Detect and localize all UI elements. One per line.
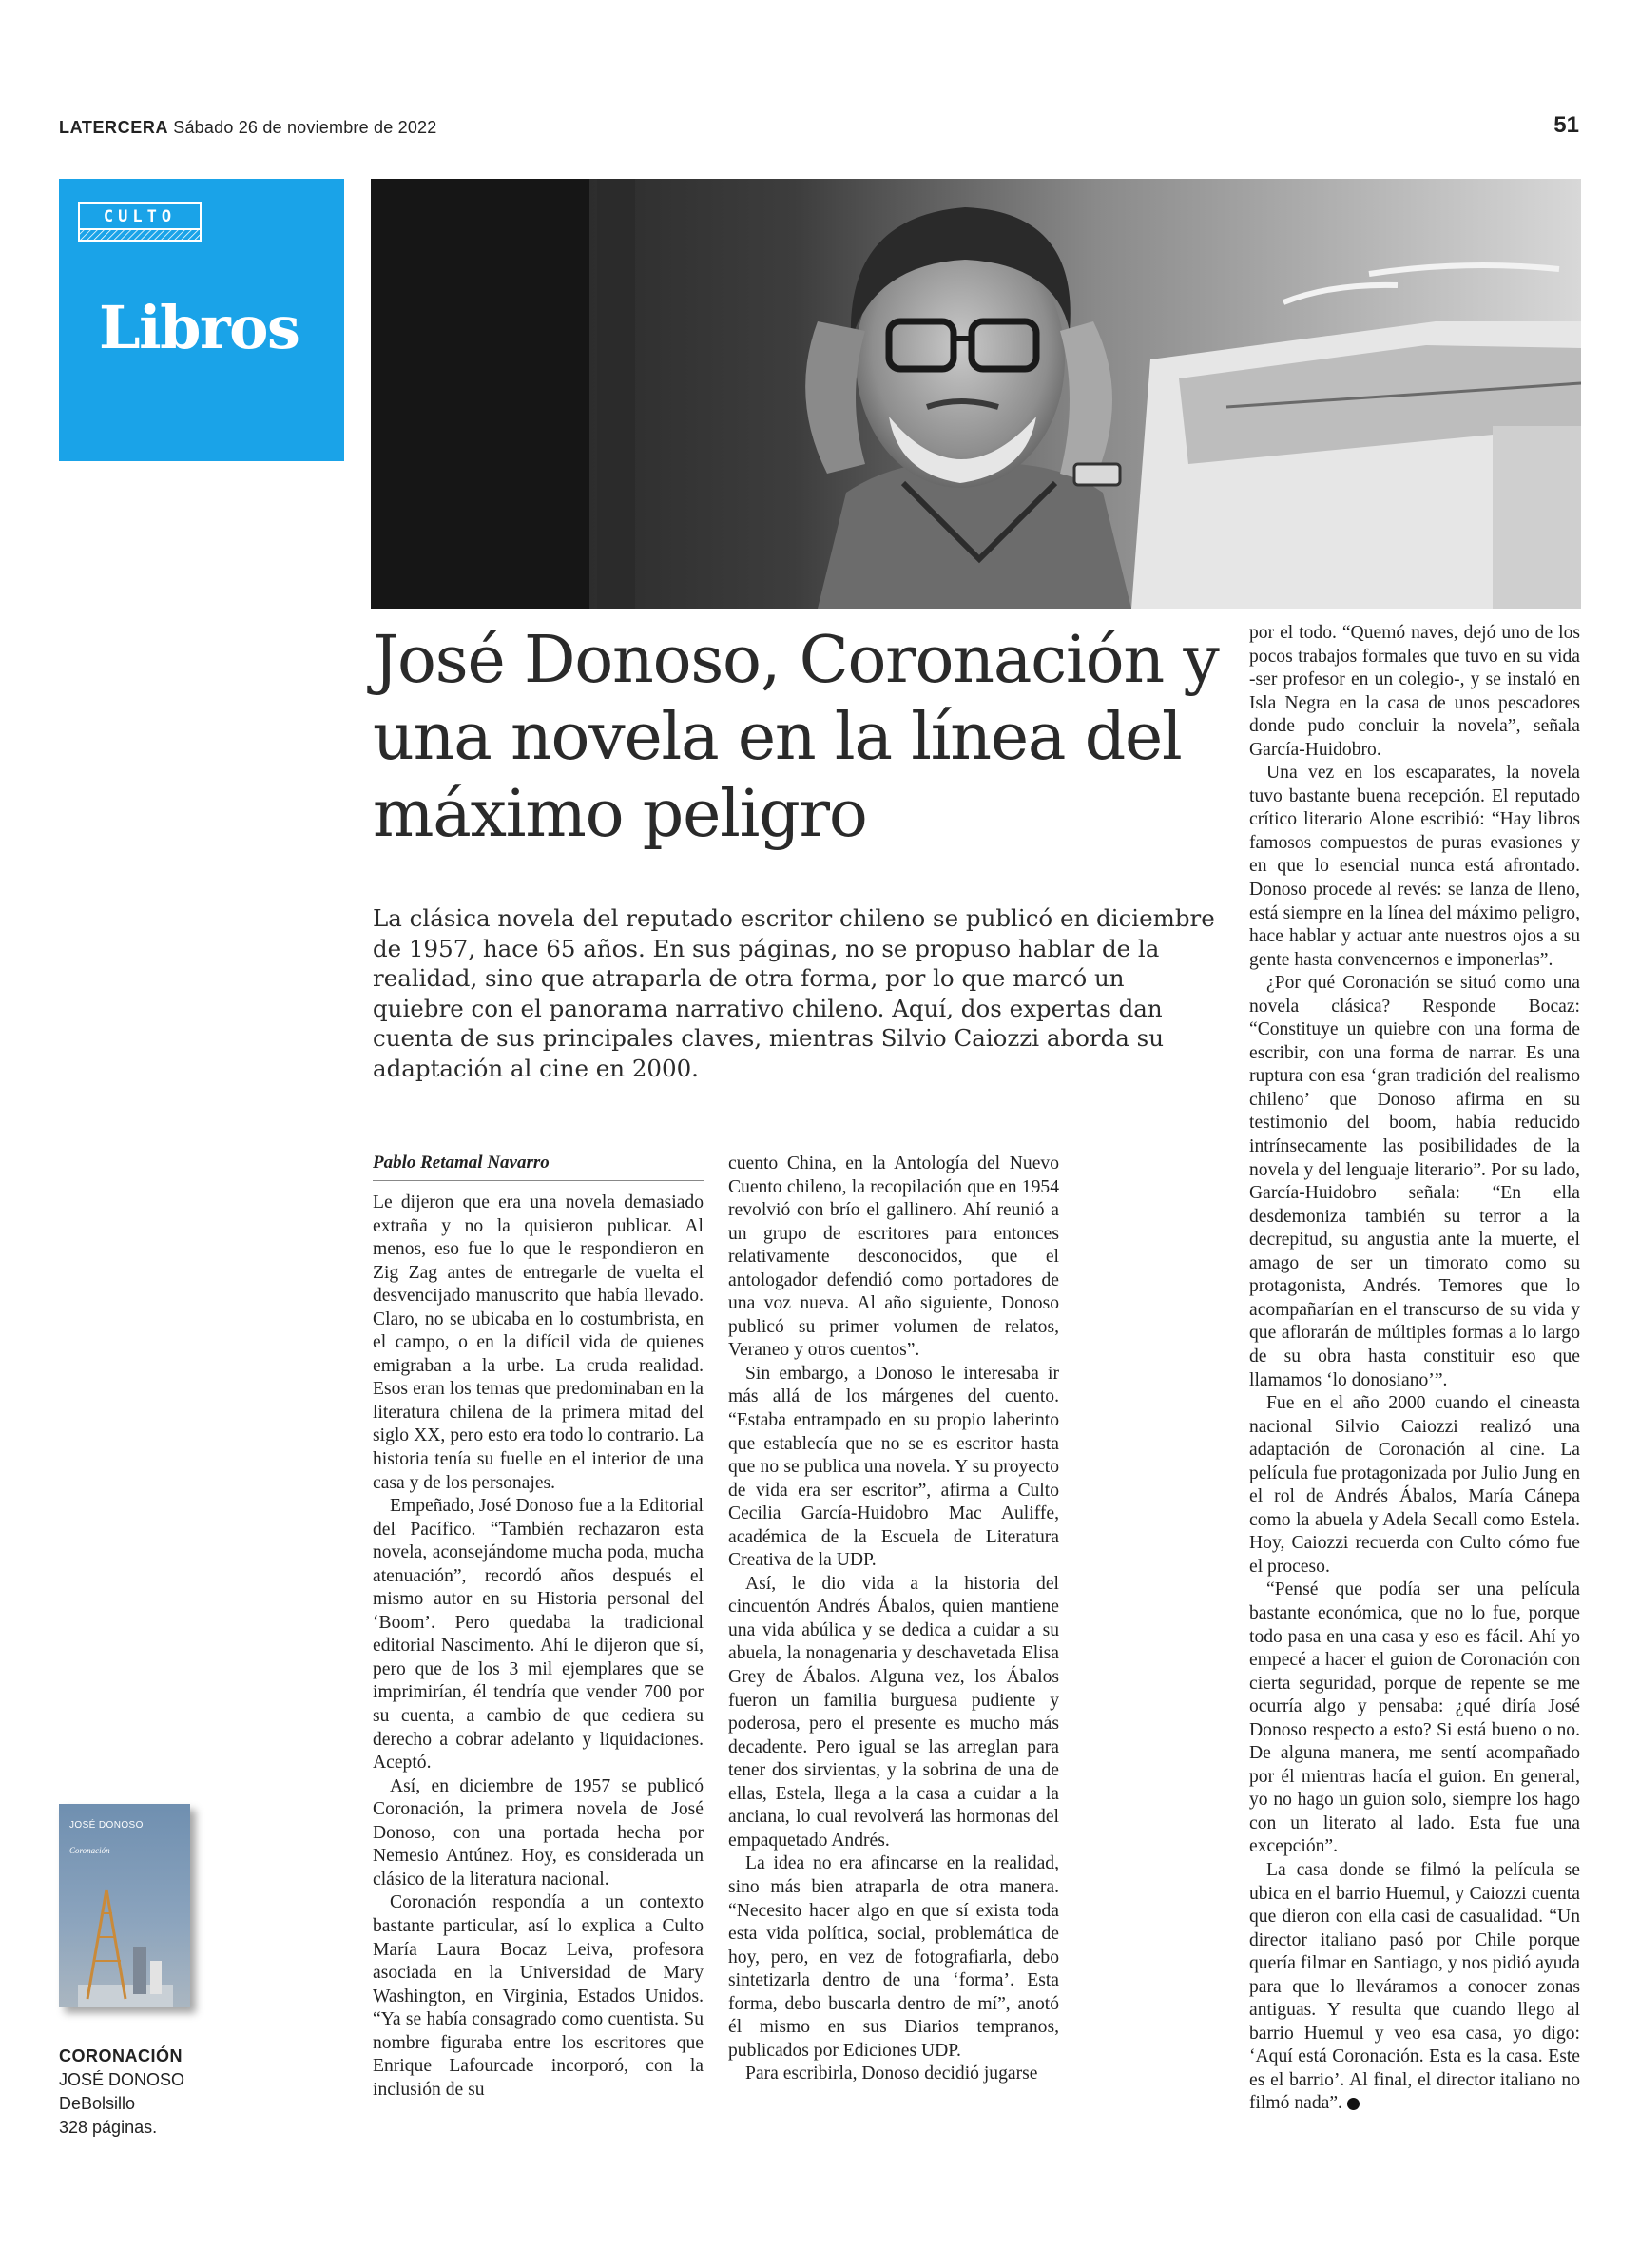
culto-logo-text: CULTO (103, 207, 177, 226)
newspaper-name: LATERCERA (59, 118, 169, 137)
masthead (59, 118, 436, 138)
book-caption-author: JOSÉ DONOSO (59, 2070, 185, 2089)
headline: José Donoso, Coronación y una novela en la línea del máximo peligro (373, 623, 1219, 852)
deck: La clásica novela del reputado escritor chileno se publicó en diciembre de 1957, hace 65 años. En sus páginas, no se propuso hablar de la realidad, sino que atraparla de otra forma, por lo que marcó un quiebre con el panorama narrativo chileno. Aquí, dos expertas dan cuenta de sus principales claves, mientras Silvio Caiozzi aborda su adaptación al cine en 2000. (373, 904, 1215, 1082)
paragraph: ¿Por qué Coronación se situó como una novela clásica? Responde Bocaz: “Constituye un quiebre con una forma de escribir, con una forma de narrar. Es una ruptura con esa ‘gran tradición del realismo chileno’ que Donoso afirma en su testimonio del boom, había reducido intrínsecamente las posibilidades de la novela y del lenguaje literario”. Por su lado, García-Huidobro señala: “En ella desdemoniza también su terror a la decrepitud, su angustia ante la muerte, el amago de ser un timorato como su protagonista, Andrés. Temores que lo acompañarían en el transcurso de su vida y que aflorarán de múltiples formas a lo largo de su obra hasta constituir eso que llamamos ‘lo donosiano’”. (1249, 973, 1580, 1390)
book-cover (59, 1804, 190, 2007)
body-column-2 (728, 1153, 1059, 2086)
paragraph: Coronación respondía a un contexto bastante particular, así lo explica a Culto María Laura Bocaz Leiva, profesora asociada en la Universidad de Mary Washington, en Virginia, Estados Unidos. “Ya se había consagrado como cuentista. Su nombre figuraba entre los escritores que Enrique Lafourcade incorporó, con la inclusión de su (373, 1892, 704, 2100)
byline: Pablo Retamal Navarro (373, 1153, 704, 1181)
book-caption-pages: 328 páginas. (59, 2118, 158, 2137)
photo-illustration (371, 179, 1581, 609)
paragraph: Para escribirla, Donoso decidió jugarse (745, 2064, 1038, 2084)
ladder-illustration (78, 1880, 173, 2007)
end-mark-icon (1347, 2098, 1360, 2110)
culto-logo (78, 202, 202, 243)
section-title: Libros (99, 293, 299, 362)
paragraph: Así, en diciembre de 1957 se publicó Coronación, la primera novela de José Donoso, con una portada hecha por Nemesio Antúnez. Hoy, es considerada un clásico de la literatura nacional. (373, 1775, 704, 1890)
paragraph: “Pensé que podía ser una película bastante económica, que no lo fue, porque todo pasa en una casa y eso es fácil. Ahí yo empecé a hacer el guion de Coronación con cierta seguridad, porque de repente se me ocurría algo y pensaba: ¿qué diría José Donoso respecto a esto? Si está bueno o no. De alguna manera, me sentí acompañado por él mientras hacía el guion. En general, yo no hago un guion solo, siempre los hago con un literato al lado. Esta fue una excepción”. (1249, 1580, 1580, 1857)
paragraph-last (1249, 1859, 1580, 2116)
page-number: 51 (1553, 112, 1579, 138)
paragraph: Sin embargo, a Donoso le interesaba ir más allá de los márgenes del cuento. “Estaba entrampado en su propio laberinto que establecía que no se es escritor hasta que no se publica una novela. Y su proyecto de vida era ser escritor”, afirma a Culto Cecilia García-Huidobro Mac Auliffe, académica de la Escuela de Literatura Creativa de la UDP. (728, 1363, 1059, 1571)
paragraph: Así, le dio vida a la historia del cincuentón Andrés Ábalos, quien mantiene una vida abúlica y se dedica a cuidar a su abuela, la nonagenaria y deschavetada Elisa Grey de Ábalos. Alguna vez, los Ábalos fueron un familia burguesa pudiente y poderosa, pero el presente es mucho más decadente. Pero igual se las arreglan para tener dos sirvientas, y la sobrina de una de ellas, Estela, llega a la casa a cuidar a la anciana, lo cual revolverá las hormonas del empaquetado Andrés. (728, 1573, 1059, 1851)
book-caption-publisher: DeBolsillo (59, 2094, 136, 2113)
paragraph: Empeñado, José Donoso fue a la Editorial del Pacífico. “También rechazaron esta novela, aconsejándome mucha poda, mucha atenuación”, recordó años después el mismo autor en su Historia personal del ‘Boom’. Pero quedaba la tradicional editorial Nascimento. Ahí le dijeron que sí, pero que de los 3 mil ejemplares que se imprimirían, él tendría que vender 700 por su cuenta, a cambio de que cediera su derecho a cobrar adelanto y liquidaciones. Aceptó. (373, 1496, 704, 1774)
paragraph: Fue en el año 2000 cuando el cineasta nacional Silvio Caiozzi realizó una adaptación de Coronación al cine. La película fue protagonizada por Julio Jung en el rol de Andrés Ábalos, María Cánepa como la abuela y Adela Secall como Estela. Hoy, Caiozzi recuerda con Culto cómo fue el proceso. (1249, 1393, 1580, 1577)
paragraph: cuento China, en la Antología del Nuevo Cuento chileno, la recopilación que en 1954 revolvió con brío el gallinero. Ahí reunió a un grupo de escritores para entonces relativamente desconocidos, que el antologador defendió como portadores de una voz nueva. Al año siguiente, Donoso publicó su primer volumen de relatos, Veraneo y otros cuentos”. (728, 1153, 1059, 1361)
paragraph: por el todo. “Quemó naves, dejó uno de los pocos trabajos formales que tuvo en su vida -ser profesor en un colegio-, y se instaló en Isla Negra en la casa de unos pescadores donde pudo concluir la novela”, señala García-Huidobro. (1249, 623, 1580, 760)
publication-date: Sábado 26 de noviembre de 2022 (173, 118, 437, 137)
body-column-1 (373, 1192, 704, 2102)
section-box (59, 179, 344, 461)
paragraph: Le dijeron que era una novela demasiado extraña y no la quisieron publicar. Al menos, eso fue lo que le respondieron en Zig Zag antes de entregarle de vuelta el desvencijado manuscrito que había llevado. Claro, no se ubicaba en lo costumbrista, en el campo, o en la difícil vida de quienes emigraban a la urbe. La cruda realidad. Esos eran los temas que predominaban en la literatura chilena de la primera mitad del siglo XX, pero esto era todo lo contrario. La historia tenía su fuelle en el interior de una casa y de los personajes. (373, 1192, 704, 1493)
book-cover-author: JOSÉ DONOSO (69, 1820, 144, 1831)
paragraph: Una vez en los escaparates, la novela tuvo bastante buena recepción. El reputado crítico literario Alone escribió: “Hay libros famosos compuestos de puras evasiones y en que lo esencial nunca está afrontado. Donoso procede al revés: se lanza de lleno, está siempre en la línea del máximo peligro, hace hablar y actuar ante nuestros ojos a su gente hasta convencernos e imponerlas”. (1249, 763, 1580, 970)
author-photo (371, 179, 1581, 609)
paragraph: La idea no era afincarse en la realidad, sino más bien atraparla de otra manera. “Necesito hacer algo en que sí exista toda esta vida política, social, problemática de hoy, pero, en vez de fotografiarla, debo sintetizarla dentro de una ‘forma’. Esta forma, debo buscarla dentro de mí”, anotó él mismo en sus Diarios tempranos, publicados por Ediciones UDP. (728, 1853, 1059, 2061)
book-caption (59, 2045, 184, 2140)
book-cover-title: Coronación (69, 1846, 110, 1855)
body-column-3 (1249, 622, 1580, 2116)
paragraph-text: La casa donde se filmó la película se ubica en el barrio Huemul, y Caiozzi cuenta que dieron con ella casi de casualidad. “Un director italiano pasó por Chile porque quería filmar en Santiago, y nos pidió ayuda para que lo lleváramos a conocer zonas antiguas. Y resulta que cuando llego al barrio Huemul y veo esa casa, yo digo: ‘Aquí está Coronación. Esta es la casa. Este es el barrio’. Al final, el director italiano no filmó nada”. (1249, 1859, 1580, 2114)
book-caption-title: CORONACIÓN (59, 2046, 183, 2065)
